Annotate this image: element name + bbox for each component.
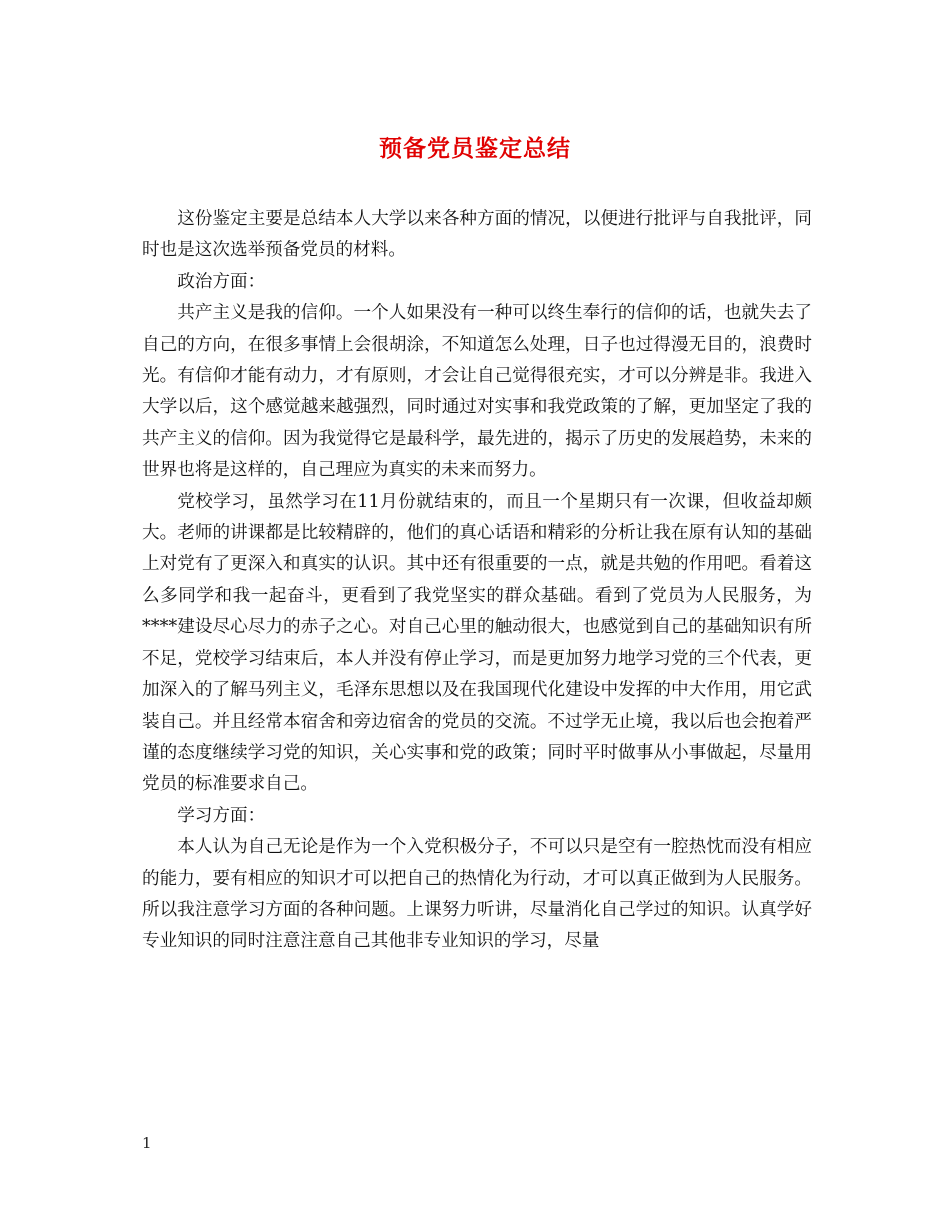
paragraph-intro: 这份鉴定主要是总结本人大学以来各种方面的情况，以便进行批评与自我批评，同时也是这次选举预备党员的材料。	[142, 209, 812, 261]
paragraph-belief: 共产主义是我的信仰。一个人如果没有一种可以终生奉行的信仰的话，也就失去了自己的方向，在很多事情上会很胡涂，不知道怎么处理，日子也过得漫无目的，浪费时光。有信仰才能有动力，才有原则，才会让自己觉得很充实，才可以分辨是非。我进入大学以后，这个感觉越来越强烈，同时通过对实事和我党政策的了解，更加坚定了我的共产主义的信仰。因为我觉得它是最科学，最先进的，揭示了历史的发展趋势，未来的世界也将是这样的，自己理应为真实的未来而努力。	[142, 303, 812, 481]
document-body	[142, 204, 812, 958]
section-heading-politics: 政治方面：	[177, 271, 266, 292]
paragraph-study: 本人认为自己无论是作为一个入党积极分子，不可以只是空有一腔热忱而没有相应的能力，要有相应的知识才可以把自己的热情化为行动，才可以真正做到为人民服务。所以我注意学习方面的各种问题。上课努力听讲，尽量消化自己学过的知识。认真学好专业知识的同时注意注意自己其他非专业知识的学习，尽量	[142, 837, 812, 952]
document-title: 预备党员鉴定总结	[379, 135, 571, 162]
section-heading-study: 学习方面：	[177, 805, 266, 826]
page-number: 1	[142, 1134, 152, 1152]
paragraph-party-school: 党校学习，虽然学习在11月份就结束的，而且一个星期只有一次课，但收益却颇大。老师的讲课都是比较精辟的，他们的真心话语和精彩的分析让我在原有认知的基础上对党有了更深入和真实的认识。其中还有很重要的一点，就是共勉的作用吧。看着这么多同学和我一起奋斗，更看到了我党坚实的群众基础。看到了党员为人民服务，为****建设尽心尽力的赤子之心。对自己心里的触动很大，也感觉到自己的基础知识有所不足，党校学习结束后，本人并没有停止学习，而是更加努力地学习党的三个代表，更加深入的了解马列主义，毛泽东思想以及在我国现代化建设中发挥的中大作用，用它武装自己。并且经常本宿舍和旁边宿舍的党员的交流。不过学无止境，我以后也会抱着严谨的态度继续学习党的知识，关心实事和党的政策；同时平时做事从小事做起，尽量用党员的标准要求自己。	[142, 491, 812, 795]
